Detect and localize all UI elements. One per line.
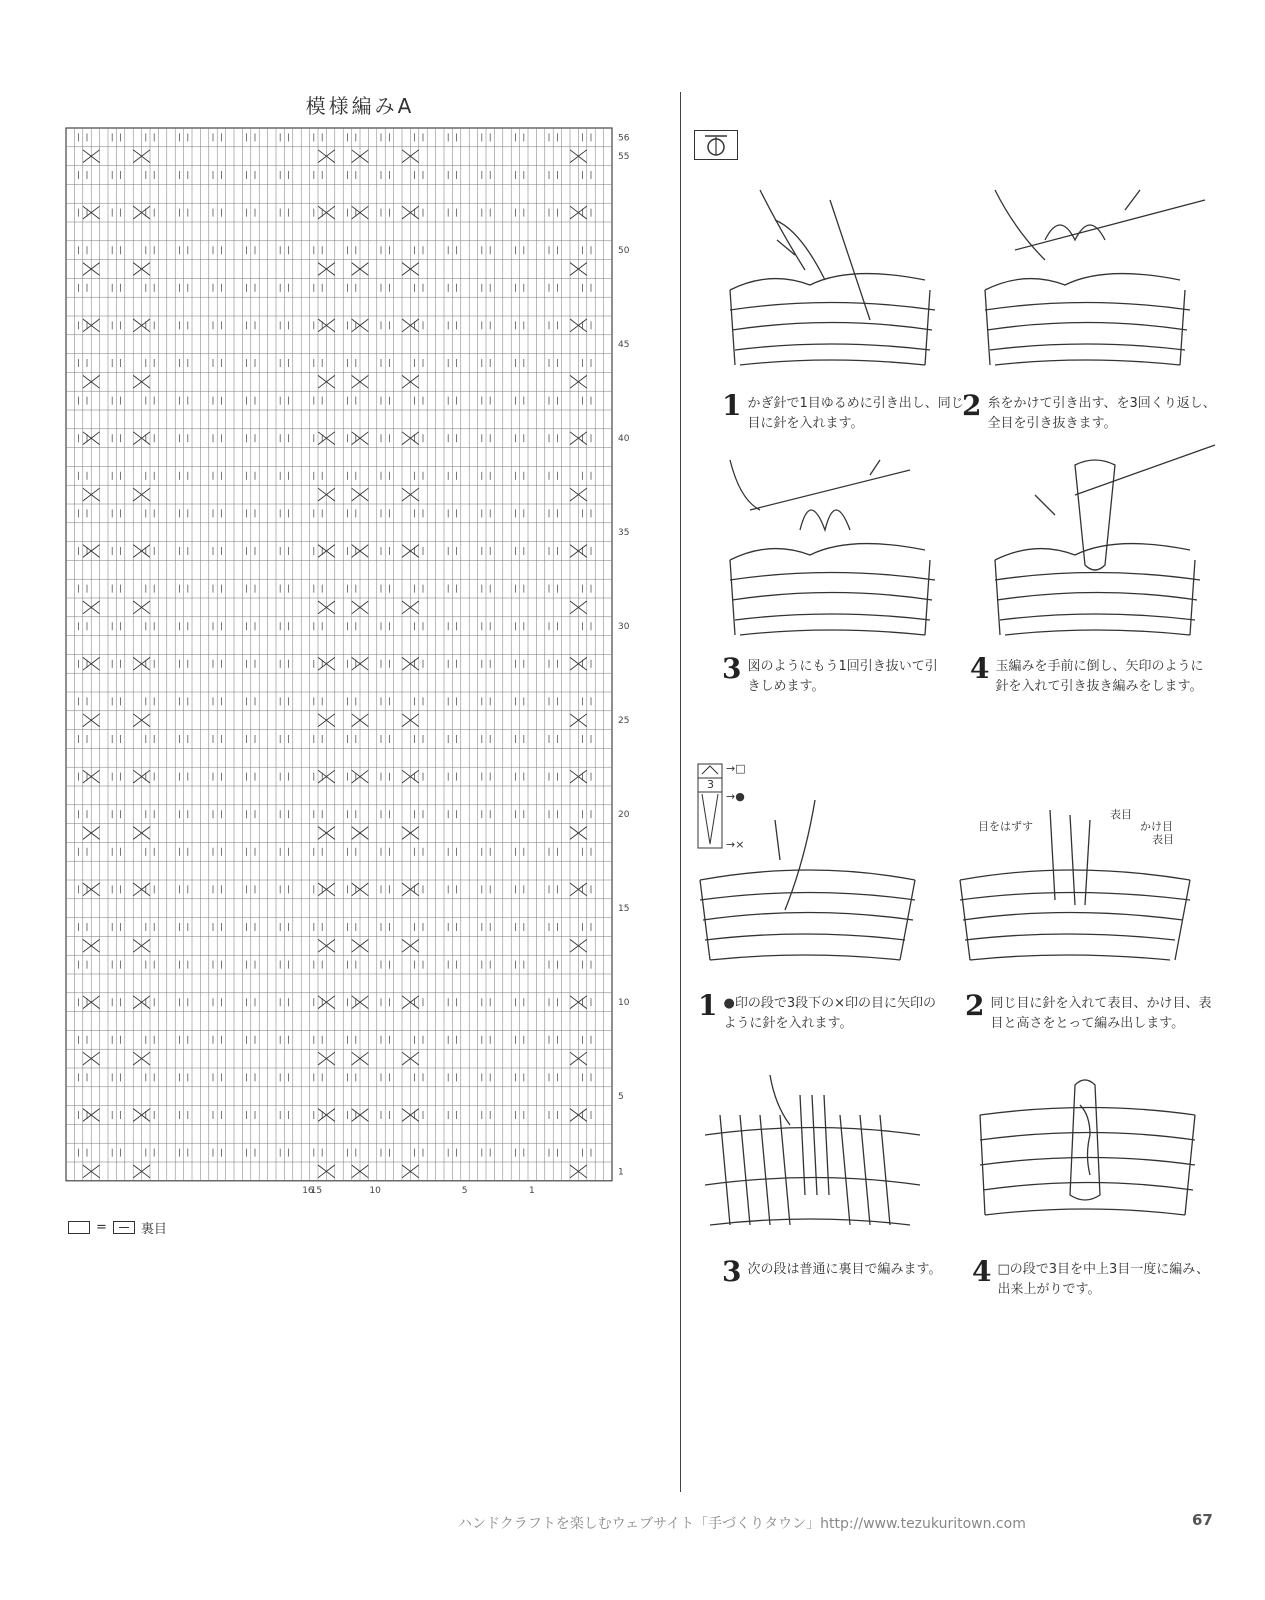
bobble-illustration-1 xyxy=(720,180,950,375)
chart-title: 模様編みA xyxy=(305,94,415,118)
chart-legend xyxy=(68,1218,167,1237)
legend-label: 裏目 xyxy=(140,1222,167,1237)
bobble-illustration-2 xyxy=(975,180,1205,375)
bobble-step-1: 1 かぎ針で1目ゆるめに引き出し、同じ目に針を入れます。 xyxy=(722,389,964,431)
chart-row-label: 45 xyxy=(618,340,630,351)
callout-drop-stitch: 目をはずす xyxy=(978,820,1033,833)
callout-yarn-over: かけ目 xyxy=(1140,820,1173,833)
chart-row-label: 40 xyxy=(618,434,630,445)
symbol-mark-cross: →× xyxy=(726,838,745,851)
chart-col-label: 1 xyxy=(529,1185,535,1196)
callout-knit-2: 表目 xyxy=(1152,833,1174,846)
bobble-step-3: 3 図のようにもう1回引き抜いて引きしめます。 xyxy=(722,652,938,694)
chart-col-label: 16 xyxy=(302,1185,314,1196)
elongated-step-3: 3 次の段は普通に裏目で編みます。 xyxy=(722,1255,942,1288)
symbol-number: 3 xyxy=(707,778,714,791)
bobble-illustration-4 xyxy=(985,445,1215,645)
elongated-illustration-1 xyxy=(695,800,925,980)
callout-knit-1: 表目 xyxy=(1110,808,1132,821)
bobble-step-2: 2 糸をかけて引き出す、を3回くり返し、全目を引き抜きます。 xyxy=(962,389,1216,431)
chart-row-label: 20 xyxy=(618,810,630,821)
chart-row-label: 5 xyxy=(618,1092,624,1103)
chart-row-label: 30 xyxy=(618,622,630,633)
chart-col-label: 5 xyxy=(461,1185,468,1196)
elongated-step-4: 4 □の段で3目を中上3目一度に編み、出来上がりです。 xyxy=(972,1255,1210,1297)
chart-row-label: 10 xyxy=(618,998,630,1009)
chart-col-label: 10 xyxy=(369,1185,381,1196)
chart-row-label: 1 xyxy=(618,1167,624,1178)
bobble-step-4: 4 玉編みを手前に倒し、矢印のように針を入れて引き抜き編みをします。 xyxy=(970,652,1204,694)
footer-website-text: ハンドクラフトを楽しむウェブサイト「手づくりタウン」http://www.tezukuritown.com xyxy=(458,1516,1026,1532)
chart-row-label: 15 xyxy=(618,904,630,915)
legend-blank-box xyxy=(68,1221,90,1234)
elongated-step-2: 2 同じ目に針を入れて表目、かけ目、表目と高さをとって編み出します。 xyxy=(965,989,1212,1031)
legend-equals: = xyxy=(96,1220,107,1235)
bobble-illustration-3 xyxy=(720,450,950,645)
symbol-mark-dot: →● xyxy=(726,790,745,803)
legend-purl-box xyxy=(113,1221,135,1234)
bobble-symbol xyxy=(694,130,738,160)
page-number: 67 xyxy=(1192,1511,1213,1529)
chart-col-label: 15 xyxy=(310,1185,323,1196)
chart-row-label: 55 xyxy=(618,152,630,163)
chart-row-label: 25 xyxy=(618,716,630,727)
symbol-mark-square: →□ xyxy=(726,762,746,775)
elongated-step-1: 1 ●印の段で3段下の×印の目に矢印のように針を入れます。 xyxy=(698,989,936,1031)
knitting-chart xyxy=(66,128,636,1196)
column-divider xyxy=(680,92,681,1492)
elongated-illustration-3 xyxy=(700,1075,930,1245)
chart-row-label: 35 xyxy=(618,528,630,539)
elongated-illustration-4 xyxy=(975,1075,1205,1245)
chart-row-label: 50 xyxy=(618,246,630,257)
chart-row-label: 56 xyxy=(618,133,630,144)
